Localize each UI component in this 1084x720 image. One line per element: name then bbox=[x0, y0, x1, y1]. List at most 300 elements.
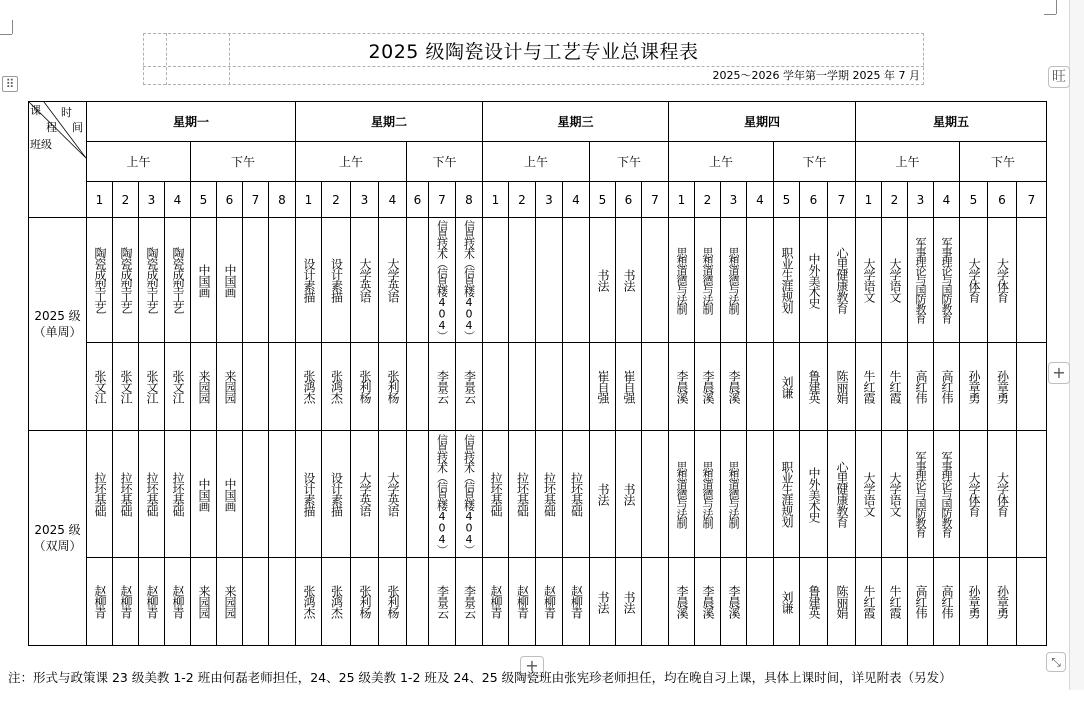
teacher-cell bbox=[429, 558, 456, 646]
teacher-name: 陈丽娟 bbox=[835, 370, 849, 403]
teacher-cell bbox=[379, 343, 407, 431]
course-name: 大学体育 bbox=[967, 258, 981, 302]
course-cell bbox=[934, 431, 960, 558]
teacher-name: 赵柳青 bbox=[569, 585, 584, 618]
course-cell bbox=[113, 431, 139, 558]
course-cell bbox=[483, 431, 509, 558]
course-cell bbox=[988, 218, 1017, 343]
course-name: 信息技术（信息楼404） bbox=[435, 434, 449, 554]
teacher-cell bbox=[960, 343, 988, 431]
course-cell bbox=[217, 431, 243, 558]
am-header-thu: 上午 bbox=[669, 142, 774, 182]
add-row-button[interactable]: + bbox=[520, 656, 544, 676]
course-name: 拉坯基础 bbox=[569, 472, 584, 516]
course-cell bbox=[828, 218, 856, 343]
course-cell bbox=[379, 431, 407, 558]
teacher-name: 书法 bbox=[596, 590, 610, 613]
course-cell bbox=[351, 218, 379, 343]
teacher-name: 孙章勇 bbox=[967, 370, 981, 403]
teacher-name: 赵柳青 bbox=[489, 585, 503, 618]
teacher-name: 李晨溪 bbox=[675, 370, 689, 403]
period-number: 5 bbox=[191, 182, 217, 218]
course-name: 军事理论与国防教育 bbox=[914, 451, 927, 537]
teacher-name: 赵柳青 bbox=[119, 585, 133, 618]
teacher-row bbox=[29, 558, 1047, 646]
teacher-name: 赵柳青 bbox=[515, 585, 530, 618]
teacher-cell bbox=[87, 343, 113, 431]
teacher-cell bbox=[536, 558, 563, 646]
course-name: 信息技术（信息楼404） bbox=[462, 220, 476, 340]
am-header-mon: 上午 bbox=[87, 142, 191, 182]
course-name: 中外美术史 bbox=[807, 252, 821, 308]
teacher-name: 书法 bbox=[622, 590, 636, 613]
course-cell bbox=[509, 218, 536, 343]
diag-label-time: 时 bbox=[61, 106, 72, 119]
course-name: 心里健康教育 bbox=[835, 247, 849, 313]
teacher-cell bbox=[351, 343, 379, 431]
teacher-name: 鲁建英 bbox=[807, 370, 821, 403]
course-cell bbox=[856, 431, 882, 558]
course-name: 书法 bbox=[596, 483, 610, 505]
teacher-cell bbox=[483, 558, 509, 646]
teacher-cell bbox=[407, 343, 429, 431]
period-number: 7 bbox=[642, 182, 669, 218]
course-name: 大学英语 bbox=[386, 472, 400, 516]
teacher-name: 来园园 bbox=[223, 370, 237, 403]
course-row bbox=[29, 431, 1047, 558]
teacher-name: 李景云 bbox=[462, 585, 477, 618]
course-cell bbox=[828, 431, 856, 558]
teacher-cell bbox=[908, 343, 934, 431]
teacher-cell bbox=[934, 343, 960, 431]
teacher-row bbox=[29, 343, 1047, 431]
period-number: 1 bbox=[483, 182, 509, 218]
course-cell bbox=[165, 218, 191, 343]
crop-mark-top-left bbox=[12, 20, 13, 34]
teacher-name: 张鸿杰 bbox=[329, 585, 344, 618]
teacher-name: 张文江 bbox=[145, 370, 159, 403]
am-header-wed: 上午 bbox=[483, 142, 590, 182]
pm-header-wed: 下午 bbox=[590, 142, 669, 182]
period-number: 1 bbox=[87, 182, 113, 218]
course-name: 大学体育 bbox=[995, 472, 1010, 516]
table-move-handle[interactable]: ⠿ bbox=[2, 76, 18, 92]
teacher-cell bbox=[800, 343, 828, 431]
teacher-cell bbox=[856, 343, 882, 431]
period-number: 7 bbox=[243, 182, 269, 218]
teacher-name: 李景云 bbox=[435, 370, 450, 403]
period-number: 3 bbox=[139, 182, 165, 218]
period-number: 6 bbox=[217, 182, 243, 218]
period-number: 3 bbox=[536, 182, 563, 218]
teacher-cell bbox=[269, 343, 296, 431]
course-cell bbox=[1017, 431, 1047, 558]
period-number: 6 bbox=[800, 182, 828, 218]
teacher-name: 李晨溪 bbox=[727, 585, 741, 618]
course-cell bbox=[882, 431, 908, 558]
teacher-cell bbox=[882, 343, 908, 431]
course-name: 思想道德与法制 bbox=[675, 246, 688, 314]
half-day-row bbox=[29, 142, 1047, 182]
period-number: 6 bbox=[988, 182, 1017, 218]
teacher-cell bbox=[243, 343, 269, 431]
course-name: 陶瓷成型工艺 bbox=[171, 247, 185, 313]
teacher-cell bbox=[217, 558, 243, 646]
course-name: 信息技术（信息楼404） bbox=[435, 220, 449, 340]
class-name-cell bbox=[29, 431, 87, 646]
course-name: 设计素描 bbox=[329, 472, 344, 516]
schedule-table bbox=[28, 101, 1047, 646]
teacher-cell bbox=[590, 343, 616, 431]
period-number: 5 bbox=[774, 182, 800, 218]
period-number: 4 bbox=[165, 182, 191, 218]
course-name: 拉坯基础 bbox=[145, 472, 159, 516]
course-cell bbox=[139, 431, 165, 558]
course-name: 信息技术（信息楼404） bbox=[462, 434, 476, 554]
teacher-cell bbox=[483, 343, 509, 431]
course-name: 军事理论与国防教育 bbox=[914, 237, 927, 323]
course-cell bbox=[669, 218, 695, 343]
period-number-row bbox=[29, 182, 1047, 218]
period-number: 2 bbox=[695, 182, 721, 218]
teacher-cell bbox=[113, 558, 139, 646]
class-name-cell bbox=[29, 218, 87, 431]
course-cell bbox=[800, 431, 828, 558]
teacher-cell bbox=[774, 343, 800, 431]
teacher-cell bbox=[882, 558, 908, 646]
teacher-name: 高红伟 bbox=[940, 370, 954, 403]
pm-header-fri: 下午 bbox=[960, 142, 1047, 182]
course-name: 大学体育 bbox=[967, 472, 981, 516]
course-cell bbox=[882, 218, 908, 343]
teacher-cell bbox=[721, 558, 747, 646]
period-number: 1 bbox=[669, 182, 695, 218]
course-cell bbox=[616, 218, 642, 343]
teacher-cell bbox=[296, 558, 322, 646]
teacher-cell bbox=[800, 558, 828, 646]
teacher-cell bbox=[322, 558, 351, 646]
period-number: 5 bbox=[590, 182, 616, 218]
diagonal-header-cell bbox=[29, 102, 87, 218]
teacher-cell bbox=[828, 343, 856, 431]
class-name: 2025 级 （双周） bbox=[33, 523, 82, 553]
course-cell bbox=[960, 218, 988, 343]
teacher-cell bbox=[269, 558, 296, 646]
day-header-fri: 星期五 bbox=[856, 102, 1047, 142]
teacher-cell bbox=[456, 343, 483, 431]
course-cell bbox=[642, 218, 669, 343]
period-number: 4 bbox=[747, 182, 774, 218]
course-cell bbox=[296, 431, 322, 558]
course-name: 设计素描 bbox=[302, 472, 316, 516]
teacher-cell bbox=[113, 343, 139, 431]
course-cell bbox=[536, 431, 563, 558]
course-name: 大学语文 bbox=[862, 258, 876, 302]
teacher-name: 赵柳青 bbox=[542, 585, 557, 618]
teacher-cell bbox=[988, 343, 1017, 431]
crop-mark-top-right-h bbox=[1044, 14, 1056, 15]
teacher-name: 牛红霞 bbox=[862, 585, 876, 618]
course-cell bbox=[429, 218, 456, 343]
teacher-name: 张鸿杰 bbox=[302, 585, 316, 618]
pm-header-mon: 下午 bbox=[191, 142, 296, 182]
period-number: 5 bbox=[960, 182, 988, 218]
teacher-name: 张文江 bbox=[171, 370, 185, 403]
period-number: 7 bbox=[828, 182, 856, 218]
teacher-name: 李晨溪 bbox=[727, 370, 741, 403]
crop-mark-top-right bbox=[1056, 0, 1057, 14]
teacher-name: 孙章勇 bbox=[995, 370, 1010, 403]
teacher-cell bbox=[165, 558, 191, 646]
course-cell bbox=[774, 431, 800, 558]
teacher-name: 牛红霞 bbox=[862, 370, 876, 403]
course-name: 思想道德与法制 bbox=[701, 460, 714, 528]
course-name: 思想道德与法制 bbox=[675, 460, 688, 528]
teacher-name: 李晨溪 bbox=[675, 585, 689, 618]
teacher-cell bbox=[988, 558, 1017, 646]
course-name: 设计素描 bbox=[302, 258, 316, 302]
teacher-cell bbox=[407, 558, 429, 646]
teacher-cell bbox=[296, 343, 322, 431]
teacher-cell bbox=[960, 558, 988, 646]
course-cell bbox=[429, 431, 456, 558]
teacher-cell bbox=[351, 558, 379, 646]
teacher-cell bbox=[669, 558, 695, 646]
teacher-name: 刘谦 bbox=[780, 375, 794, 398]
course-cell bbox=[908, 218, 934, 343]
course-cell bbox=[87, 218, 113, 343]
diag-label-cheng: 程 bbox=[46, 121, 57, 134]
side-tool-button[interactable]: 旺 bbox=[1048, 66, 1070, 88]
course-name: 拉坯基础 bbox=[119, 472, 133, 516]
course-name: 大学英语 bbox=[386, 258, 400, 302]
course-cell bbox=[1017, 218, 1047, 343]
teacher-cell bbox=[774, 558, 800, 646]
period-number: 3 bbox=[908, 182, 934, 218]
teacher-name: 来园园 bbox=[197, 370, 211, 403]
pm-header-thu: 下午 bbox=[774, 142, 856, 182]
teacher-name: 李景云 bbox=[462, 370, 477, 403]
teacher-name: 崔自强 bbox=[622, 370, 636, 403]
course-cell bbox=[642, 431, 669, 558]
teacher-cell bbox=[191, 343, 217, 431]
day-header-mon: 星期一 bbox=[87, 102, 296, 142]
course-cell bbox=[934, 218, 960, 343]
teacher-cell bbox=[165, 343, 191, 431]
teacher-name: 张利杨 bbox=[358, 585, 372, 618]
period-number: 2 bbox=[509, 182, 536, 218]
course-cell bbox=[563, 218, 590, 343]
teacher-cell bbox=[139, 558, 165, 646]
period-number: 7 bbox=[429, 182, 456, 218]
course-name: 职业生涯规划 bbox=[780, 247, 794, 313]
teacher-cell bbox=[429, 343, 456, 431]
course-name: 中国画 bbox=[223, 477, 237, 511]
course-cell bbox=[590, 431, 616, 558]
course-name: 思想道德与法制 bbox=[701, 246, 714, 314]
teacher-name: 赵柳青 bbox=[171, 585, 185, 618]
course-cell bbox=[113, 218, 139, 343]
course-cell bbox=[536, 218, 563, 343]
teacher-name: 高红伟 bbox=[914, 370, 928, 403]
teacher-cell bbox=[379, 558, 407, 646]
course-name: 陶瓷成型工艺 bbox=[93, 247, 107, 313]
course-cell bbox=[407, 431, 429, 558]
day-header-row bbox=[29, 102, 1047, 142]
period-number: 4 bbox=[563, 182, 590, 218]
course-name: 中国画 bbox=[197, 477, 211, 511]
course-name: 拉坯基础 bbox=[489, 472, 503, 516]
teacher-name: 牛红霞 bbox=[888, 370, 902, 403]
period-number: 8 bbox=[269, 182, 296, 218]
day-header-thu: 星期四 bbox=[669, 102, 856, 142]
period-number: 6 bbox=[407, 182, 429, 218]
course-cell bbox=[747, 218, 774, 343]
course-name: 职业生涯规划 bbox=[780, 461, 794, 527]
period-number: 7 bbox=[1017, 182, 1047, 218]
teacher-cell bbox=[456, 558, 483, 646]
add-column-button[interactable]: + bbox=[1048, 362, 1070, 384]
teacher-cell bbox=[695, 558, 721, 646]
teacher-cell bbox=[509, 343, 536, 431]
course-cell bbox=[800, 218, 828, 343]
period-number: 2 bbox=[322, 182, 351, 218]
course-name: 大学英语 bbox=[358, 258, 372, 302]
course-name: 书法 bbox=[622, 483, 636, 505]
course-cell bbox=[456, 431, 483, 558]
teacher-cell bbox=[139, 343, 165, 431]
teacher-name: 孙章勇 bbox=[995, 585, 1010, 618]
course-cell bbox=[695, 218, 721, 343]
teacher-name: 牛红霞 bbox=[888, 585, 902, 618]
course-name: 书法 bbox=[596, 269, 610, 291]
course-name: 拉坯基础 bbox=[542, 472, 557, 516]
resize-table-handle[interactable]: ⤡ bbox=[1046, 652, 1066, 672]
course-cell bbox=[269, 218, 296, 343]
teacher-cell bbox=[616, 343, 642, 431]
teacher-cell bbox=[217, 343, 243, 431]
course-cell bbox=[747, 431, 774, 558]
class-name: 2025 级 （单周） bbox=[33, 309, 82, 339]
course-name: 中国画 bbox=[197, 263, 211, 297]
diag-label-class: 班级 bbox=[30, 138, 52, 151]
course-cell bbox=[217, 218, 243, 343]
period-number: 1 bbox=[856, 182, 882, 218]
course-cell bbox=[322, 431, 351, 558]
diag-label-jian: 间 bbox=[72, 121, 83, 134]
am-header-tue: 上午 bbox=[296, 142, 407, 182]
teacher-name: 来园园 bbox=[197, 585, 211, 618]
course-name: 思想道德与法制 bbox=[727, 246, 740, 314]
course-cell bbox=[456, 218, 483, 343]
teacher-name: 张利杨 bbox=[386, 585, 400, 618]
period-number: 3 bbox=[351, 182, 379, 218]
course-cell bbox=[351, 431, 379, 558]
course-row bbox=[29, 218, 1047, 343]
course-name: 陶瓷成型工艺 bbox=[145, 247, 159, 313]
teacher-cell bbox=[934, 558, 960, 646]
teacher-cell bbox=[721, 343, 747, 431]
period-number: 4 bbox=[934, 182, 960, 218]
teacher-cell bbox=[616, 558, 642, 646]
course-name: 设计素描 bbox=[329, 258, 344, 302]
teacher-name: 赵柳青 bbox=[145, 585, 159, 618]
course-cell bbox=[563, 431, 590, 558]
teacher-cell bbox=[243, 558, 269, 646]
course-name: 军事理论与国防教育 bbox=[940, 451, 953, 537]
am-header-fri: 上午 bbox=[856, 142, 960, 182]
day-header-wed: 星期三 bbox=[483, 102, 669, 142]
course-cell bbox=[908, 431, 934, 558]
diag-label-ke: 课 bbox=[30, 104, 41, 117]
course-name: 拉坯基础 bbox=[515, 472, 530, 516]
teacher-name: 刘谦 bbox=[780, 590, 794, 613]
page-shadow bbox=[1070, 0, 1084, 690]
teacher-name: 张文江 bbox=[119, 370, 133, 403]
course-name: 军事理论与国防教育 bbox=[940, 237, 953, 323]
teacher-cell bbox=[191, 558, 217, 646]
teacher-cell bbox=[747, 343, 774, 431]
teacher-cell bbox=[563, 343, 590, 431]
teacher-cell bbox=[828, 558, 856, 646]
teacher-cell bbox=[590, 558, 616, 646]
teacher-cell bbox=[87, 558, 113, 646]
teacher-name: 李晨溪 bbox=[701, 370, 715, 403]
teacher-cell bbox=[536, 343, 563, 431]
course-cell bbox=[191, 431, 217, 558]
course-name: 拉坯基础 bbox=[171, 472, 185, 516]
teacher-name: 崔自强 bbox=[596, 370, 610, 403]
teacher-cell bbox=[695, 343, 721, 431]
course-cell bbox=[695, 431, 721, 558]
teacher-cell bbox=[642, 343, 669, 431]
course-name: 思想道德与法制 bbox=[727, 460, 740, 528]
course-cell bbox=[509, 431, 536, 558]
course-name: 中外美术史 bbox=[807, 466, 821, 522]
teacher-cell bbox=[1017, 558, 1047, 646]
course-cell bbox=[856, 218, 882, 343]
course-name: 书法 bbox=[622, 269, 636, 291]
course-cell bbox=[483, 218, 509, 343]
course-cell bbox=[407, 218, 429, 343]
teacher-cell bbox=[856, 558, 882, 646]
teacher-name: 张鸿杰 bbox=[329, 370, 344, 403]
period-number: 4 bbox=[379, 182, 407, 218]
period-number: 2 bbox=[113, 182, 139, 218]
teacher-cell bbox=[669, 343, 695, 431]
course-cell bbox=[669, 431, 695, 558]
teacher-cell bbox=[1017, 343, 1047, 431]
page-title: 2025 级陶瓷设计与工艺专业总课程表 bbox=[368, 41, 699, 63]
course-cell bbox=[988, 431, 1017, 558]
course-cell bbox=[139, 218, 165, 343]
teacher-cell bbox=[908, 558, 934, 646]
teacher-name: 张利杨 bbox=[386, 370, 400, 403]
course-cell bbox=[296, 218, 322, 343]
course-cell bbox=[590, 218, 616, 343]
course-name: 大学语文 bbox=[862, 472, 876, 516]
teacher-name: 陈丽娟 bbox=[835, 585, 849, 618]
course-cell bbox=[87, 431, 113, 558]
period-number: 8 bbox=[456, 182, 483, 218]
teacher-name: 李晨溪 bbox=[701, 585, 715, 618]
teacher-name: 李景云 bbox=[435, 585, 450, 618]
course-name: 拉坯基础 bbox=[93, 472, 107, 516]
course-name: 大学英语 bbox=[358, 472, 372, 516]
course-name: 大学体育 bbox=[995, 258, 1010, 302]
teacher-name: 来园园 bbox=[223, 585, 237, 618]
period-number: 1 bbox=[296, 182, 322, 218]
